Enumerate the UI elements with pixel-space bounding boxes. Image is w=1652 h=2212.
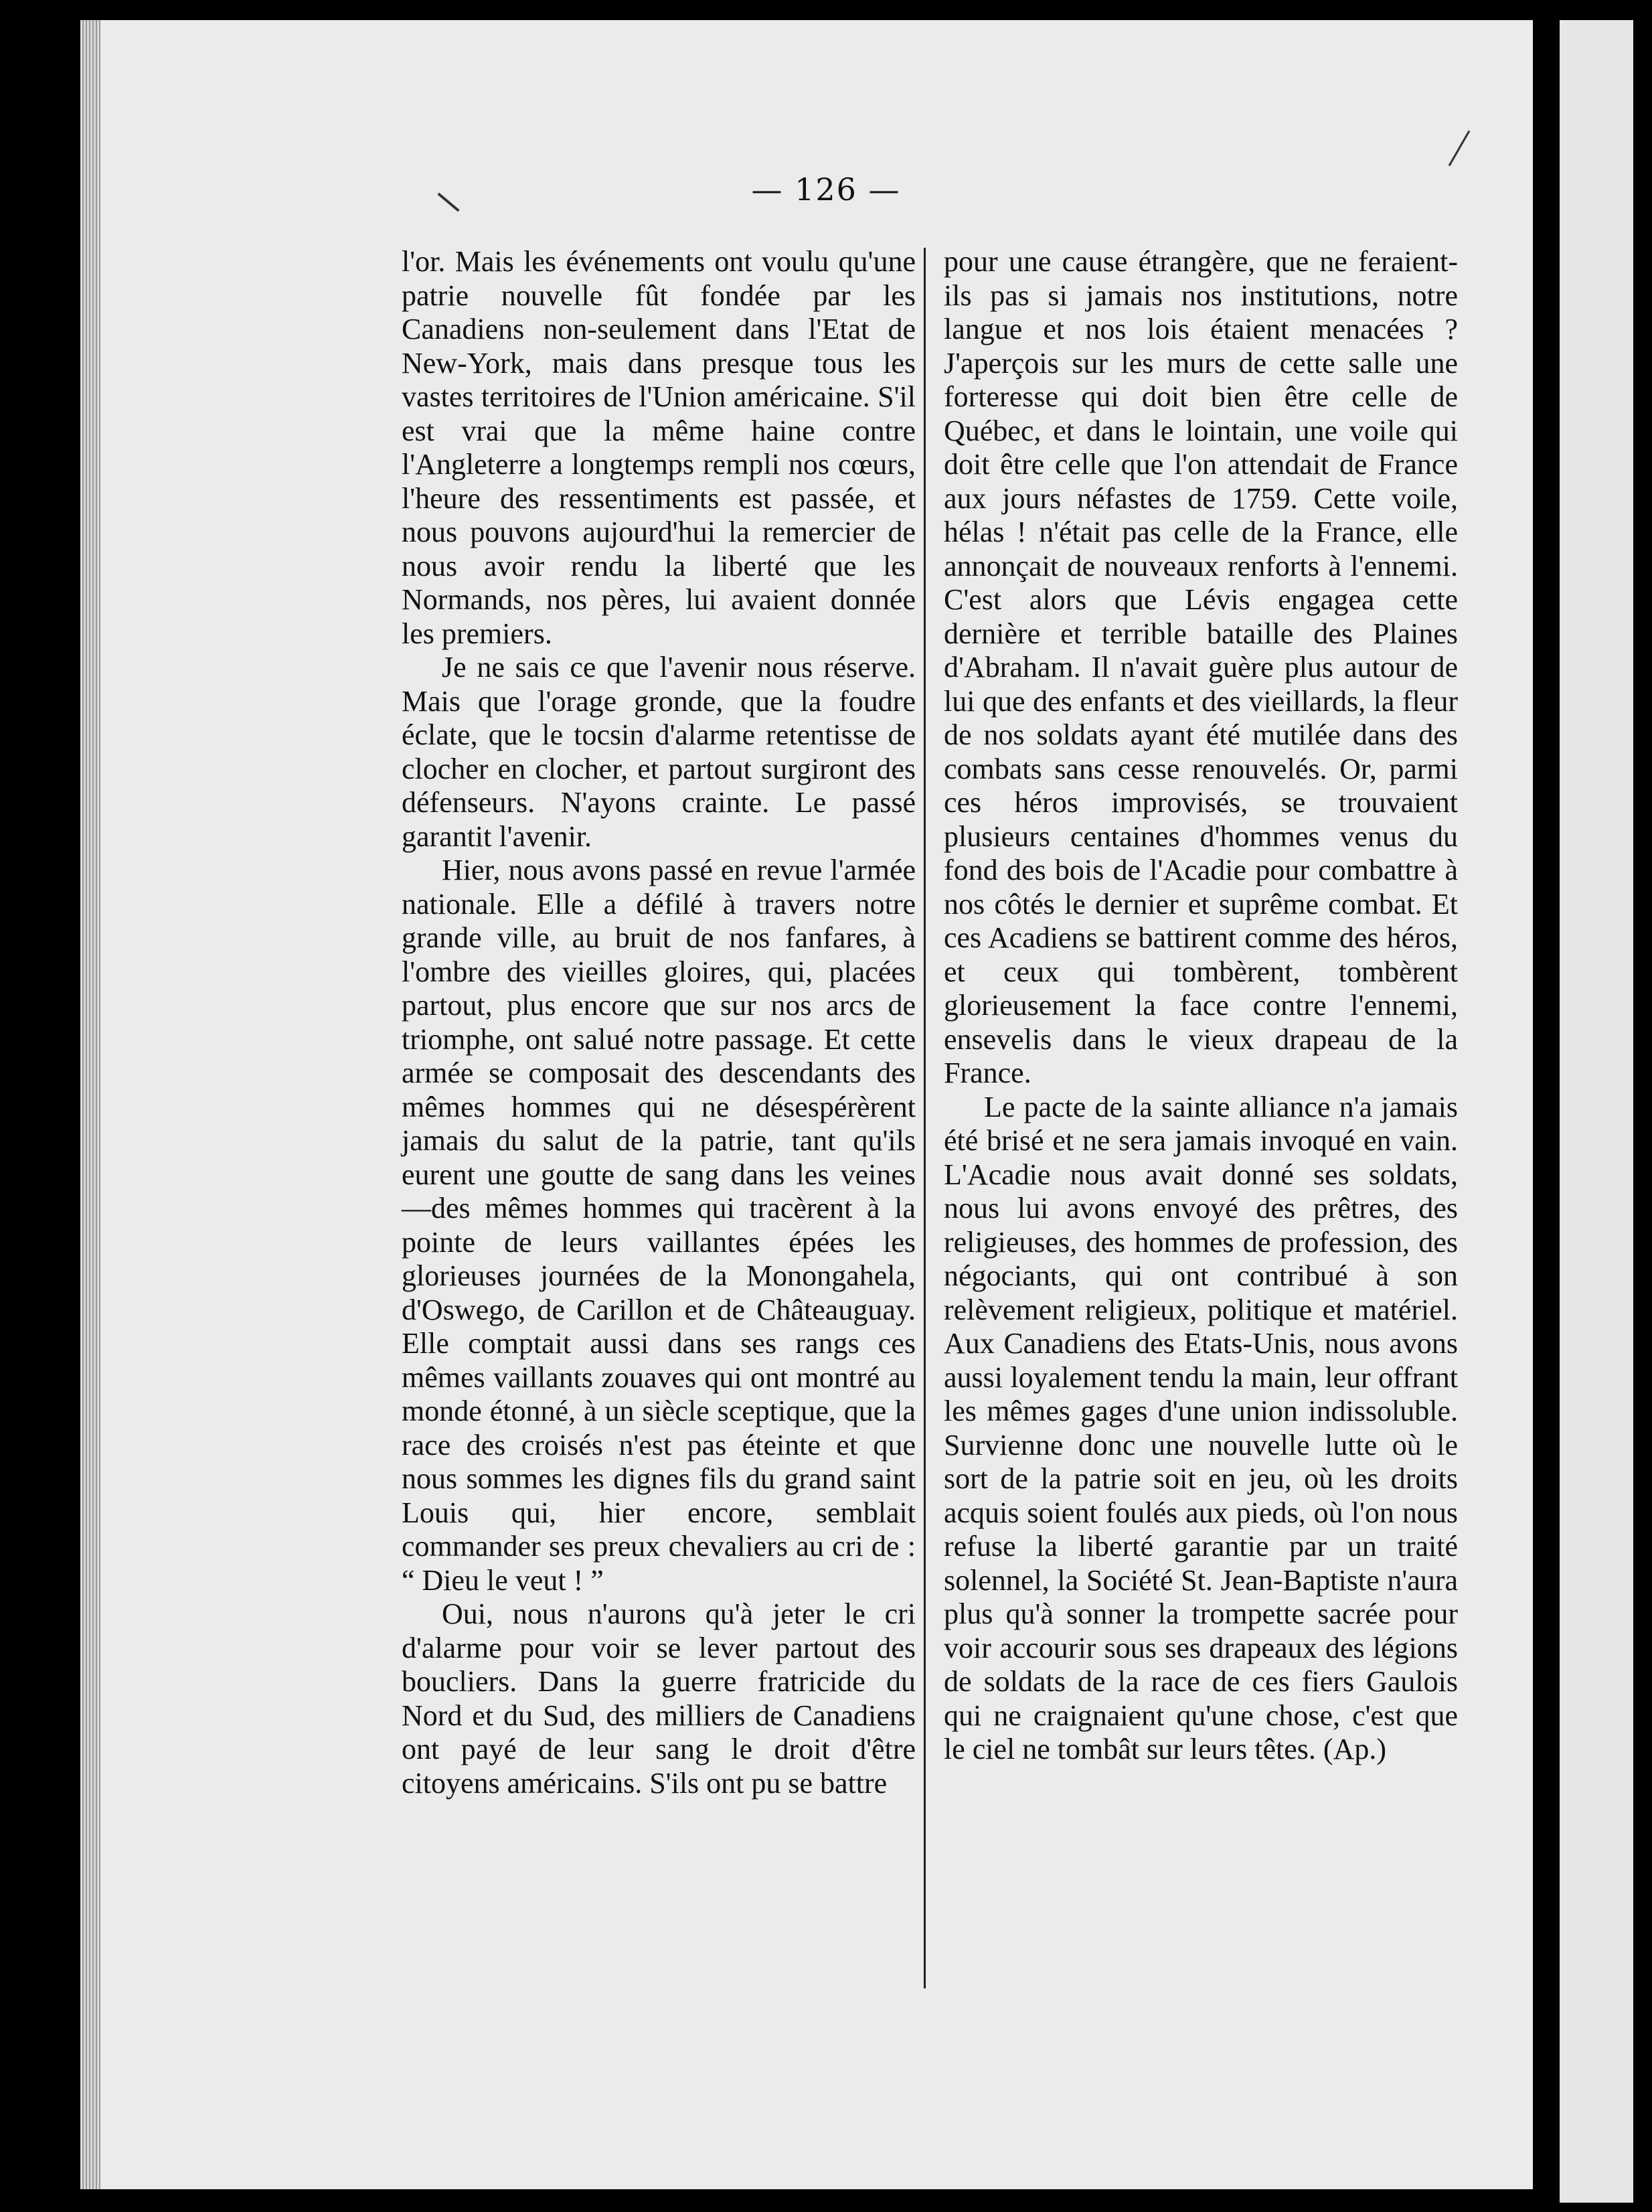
text-column-left — [402, 245, 916, 1999]
paragraph: l'or. Mais les événements ont voulu qu'une patrie nouvelle fût fondée par les Canadiens non-seulement dans l'Etat de New-York, mais dans presque tous les vastes territoires de l'Union américaine. S'il est vrai que la même haine contre l'Angleterre a longtemps rempli nos cœurs, l'heure des ressentiments est passée, et nous pouvons aujourd'hui la remercier de nous avoir rendu la liberté que les Normands, nos pères, lui avaient donnée les premiers. — [402, 245, 916, 650]
paragraph: Le pacte de la sainte alliance n'a jamais été brisé et ne sera jamais invoqué en vain. L'Acadie nous avait donné ses soldats, nous lui avons envoyé des prêtres, des religieuses, des hommes de profession, des négociants, qui ont contribué à son relèvement religieux, politique et matériel. Aux Canadiens des Etats-Unis, nous avons aussi loyalement tendu la main, leur offrant les mêmes gages d'une union indissoluble. Survienne donc une nouvelle lutte où le sort de la patrie soit en jeu, où les droits acquis soient foulés aux pieds, où l'on nous refuse la liberté garantie par un traité solennel, la Société St. Jean-Baptiste n'aura plus qu'à sonner la trompette sacrée pour voir accourir sous ses drapeaux des légions de soldats de la race de ces fiers Gaulois qui ne craignaient qu'une chose, c'est que le ciel ne tombât sur leurs têtes. (Ap.) — [944, 1090, 1458, 1765]
paragraph: pour une cause étrangère, que ne feraient-ils pas si jamais nos institutions, notre langue et nos lois étaient menacées ? J'aperçois sur les murs de cette salle une forteresse qui doit bien être celle de Québec, et dans le lointain, une voile qui doit être celle que l'on attendait de France aux jours néfastes de 1759. Cette voile, hélas ! n'était pas celle de la France, elle annonçait de nouveaux renforts à l'ennemi. C'est alors que Lévis engagea cette dernière et terrible bataille des Plaines d'Abraham. Il n'avait guère plus autour de lui que des enfants et des vieillards, la fleur de nos soldats ayant été mutilée dans des combats sans cesse renouvelés. Or, parmi ces héros improvisés, se trouvaient plusieurs centaines d'hommes venus du fond des bois de l'Acadie pour combattre à nos côtés le dernier et suprême combat. Et ces Acadiens se battirent comme des héros, et ceux qui tombèrent, tombèrent glorieusement la face contre l'ennemi, ensevelis dans le vieux drapeau de la France. — [944, 245, 1458, 1089]
paragraph: Hier, nous avons passé en revue l'armée nationale. Elle a défilé à travers notre grande ville, au bruit de nos fanfares, à l'ombre des vieilles gloires, qui, placées partout, plus encore que sur nos arcs de triomphe, ont salué notre passage. Et cette armée se composait des descendants des mêmes hommes qui ne désespérèrent jamais du salut de la patrie, tant qu'ils eurent une goutte de sang dans les veines—des mêmes hommes qui tracèrent à la pointe de leurs vaillantes épées les glorieuses journées de la Monongahela, d'Oswego, de Carillon et de Châteauguay. Elle comptait aussi dans ses rangs ces mêmes vaillants zouaves qui ont montré au monde étonné, à un siècle sceptique, que la race des croisés n'est pas éteinte et que nous sommes les dignes fils du grand saint Louis qui, hier encore, semblait commander ses preux chevaliers au cri de : “ Dieu le veut ! ” — [402, 854, 916, 1597]
column-divider — [924, 248, 926, 1988]
page-number: — 126 — — [751, 171, 901, 208]
facing-page-edge — [1560, 20, 1633, 2203]
paragraph: Oui, nous n'aurons qu'à jeter le cri d'alarme pour voir se lever partout des boucliers. Dans la guerre fratricide du Nord et du Sud, des milliers de Canadiens ont payé de leur sang le droit d'être citoyens américains. S'ils ont pu se battre — [402, 1597, 916, 1800]
paragraph: Je ne sais ce que l'avenir nous réserve. Mais que l'orage gronde, que la foudre éclate, que le tocsin d'alarme retentisse de clocher en clocher, et partout surgiront des défenseurs. N'ayons crainte. Le passé garantit l'avenir. — [402, 651, 916, 853]
text-column-right — [944, 245, 1458, 1999]
